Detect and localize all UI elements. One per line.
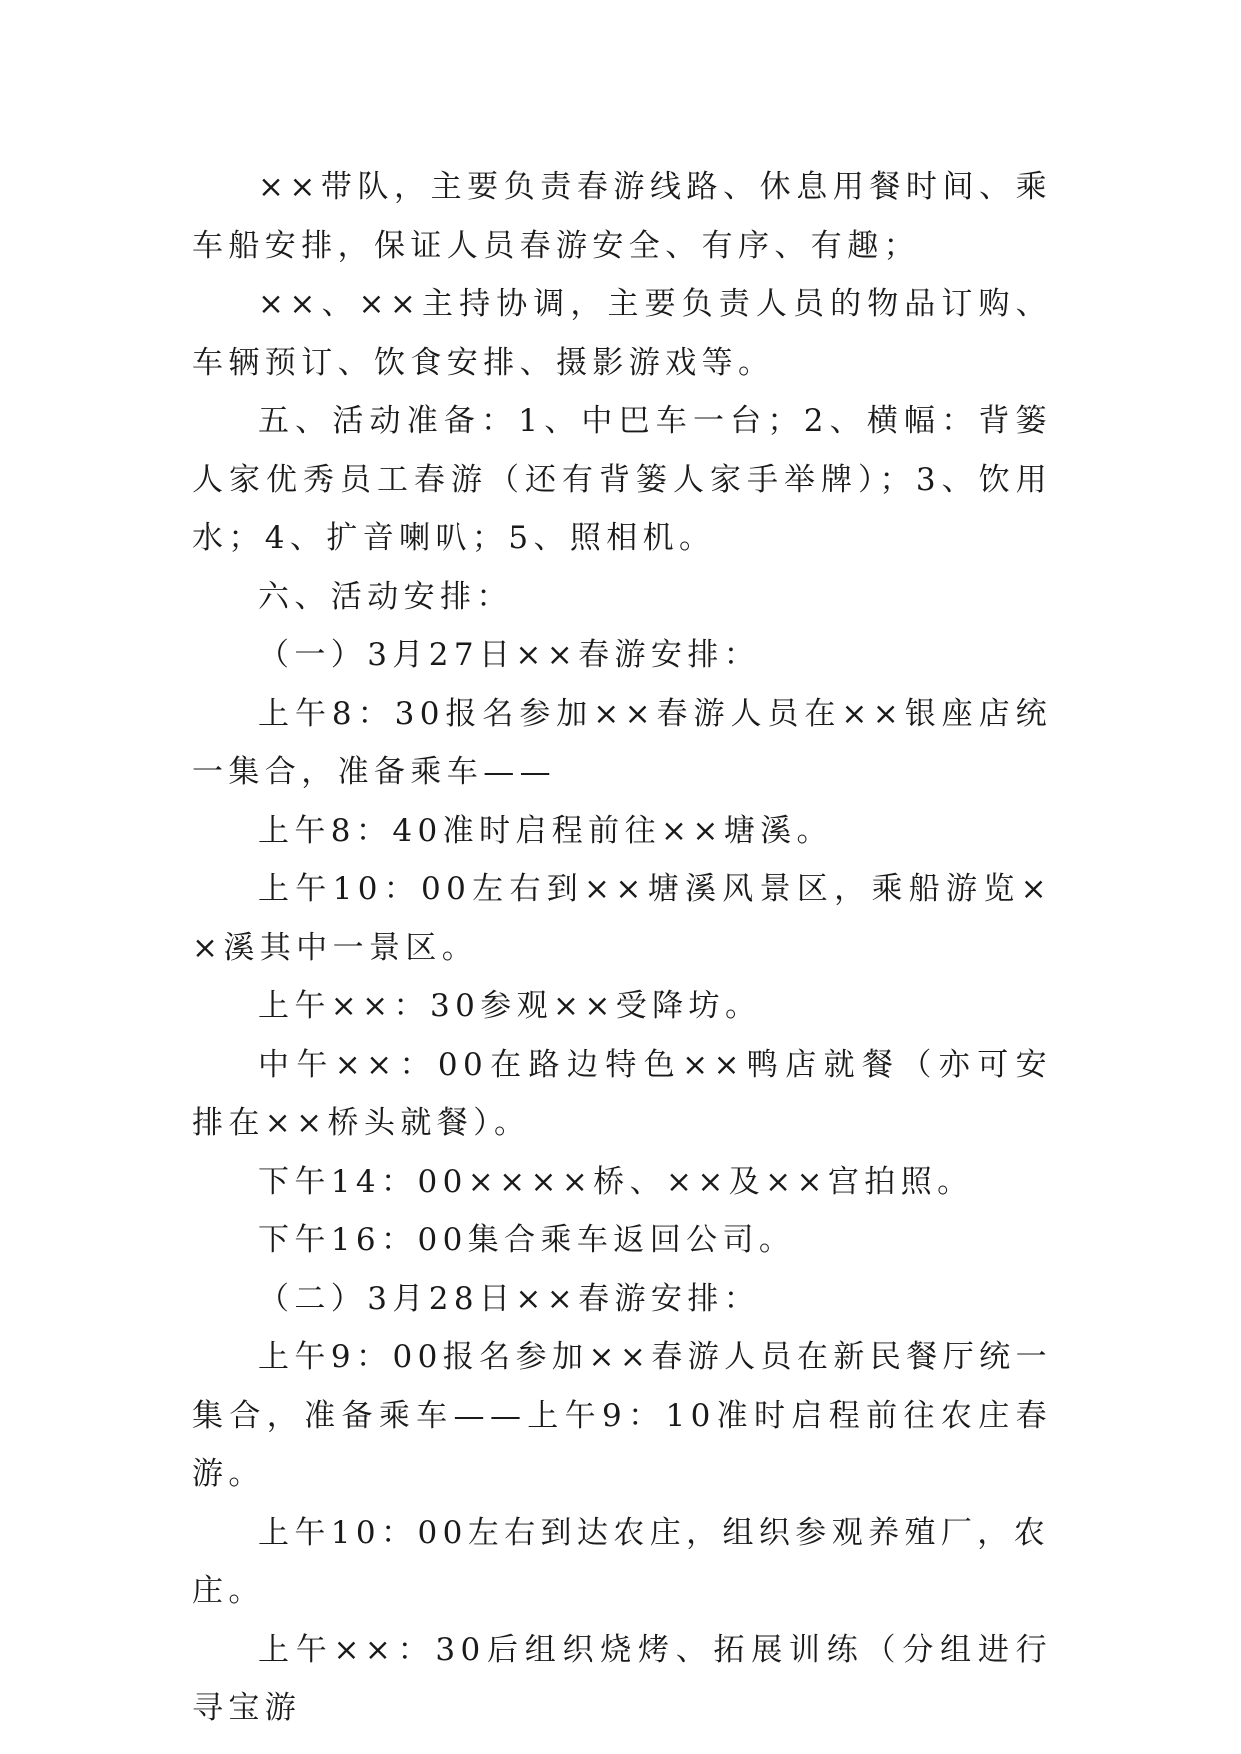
schedule-item: 下午16：00集合乘车返回公司。 [258,1222,796,1258]
schedule-item: 上午××：30参观××受降坊。 [258,988,762,1024]
schedule-item: 上午8：40准时启程前往××塘溪。 [258,812,833,849]
schedule-item: 上午8：30报名参加××春游人员在××银座店统一集合，准备乘车—— [192,695,1052,790]
schedule-item: 上午9：00报名参加××春游人员在新民餐厅统一集合，准备乘车——上午9：10准时启程前往农庄春游。 [192,1339,1052,1492]
document-body [192,158,1052,1738]
subheading-day-one: （一）3月27日××春游安排： [258,637,761,673]
schedule-item: 上午××：30后组织烧烤、拓展训练（分组进行寻宝游 [192,1631,1052,1726]
subheading-day-two: （二）3月28日××春游安排： [258,1280,761,1317]
schedule-item: 下午14：00××××桥、××及××宫拍照。 [258,1163,974,1200]
schedule-item: 上午10：00左右到××塘溪风景区，乘船游览××溪其中一景区。 [192,871,1052,966]
paragraph-preparation: 五、活动准备：1、中巴车一台；2、横幅：背篓人家优秀员工春游（还有背篓人家手举牌）；3、饮用水；4、扩音喇叭；5、照相机。 [192,403,1052,556]
section-heading-schedule: 六、活动安排： [258,578,513,615]
paragraph-leader-duties: ××带队，主要负责春游线路、休息用餐时间、乘车船安排，保证人员春游安全、有序、有趣； [192,169,1052,264]
paragraph-coordinator-duties: ××、××主持协调，主要负责人员的物品订购、车辆预订、饮食安排、摄影游戏等。 [192,286,1052,381]
schedule-item: 中午××：00在路边特色××鸭店就餐（亦可安排在××桥头就餐）。 [192,1046,1052,1141]
schedule-item: 上午10：00左右到达农庄，组织参观养殖厂，农庄。 [192,1514,1051,1609]
